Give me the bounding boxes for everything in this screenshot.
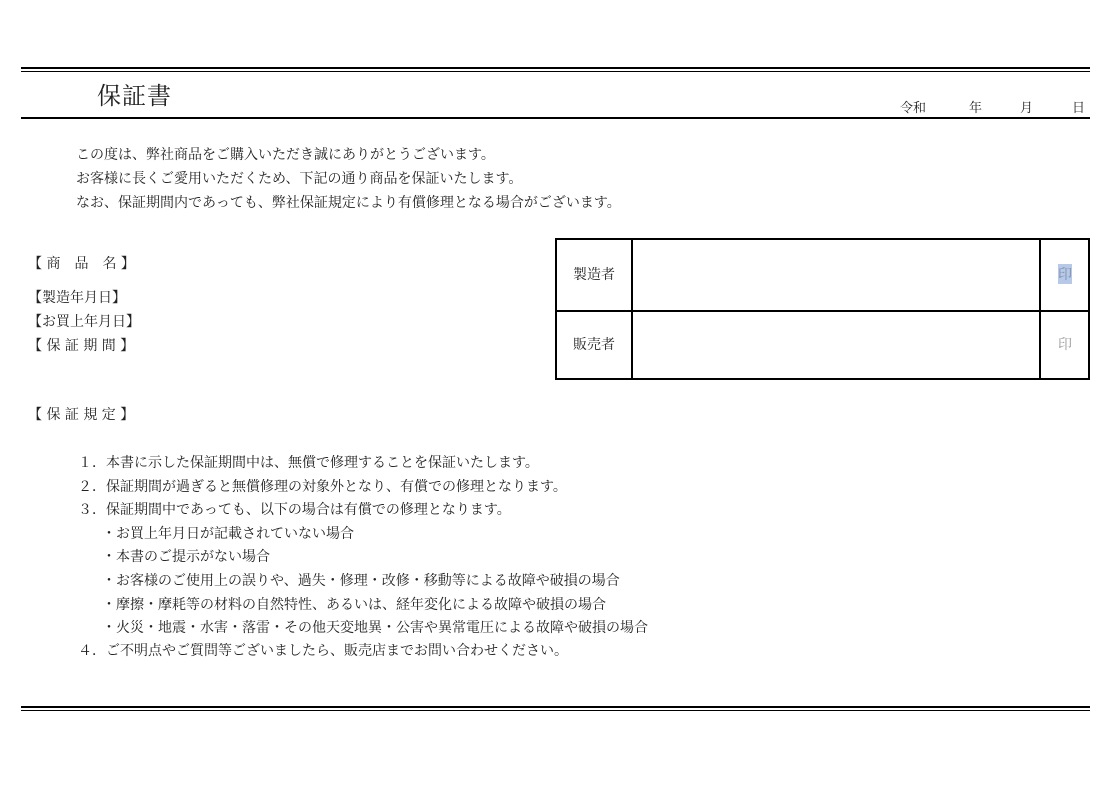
manufacturer-seal: 印 <box>1058 264 1072 284</box>
rule-subitem: ・お客様のご使用上の誤りや、過失・修理・改修・移動等による故障や破損の場合 <box>102 573 620 589</box>
rule-subitem: ・本書のご提示がない場合 <box>102 549 270 565</box>
rule-item: １．本書に示した保証期間中は、無償で修理することを保証いたします。 <box>78 455 539 471</box>
date-day: 日 <box>1072 101 1086 116</box>
date-era: 令和 <box>900 101 927 116</box>
seller-seal: 印 <box>1058 337 1072 353</box>
manufacturer-label: 製造者 <box>573 267 615 283</box>
intro-line: お客様に長くご愛用いただくため、下記の通り商品を保証いたします。 <box>76 171 523 187</box>
field-purchase-date: 【お買上年月日】 <box>28 314 140 330</box>
intro-line: なお、保証期間内であっても、弊社保証規定により有償修理となる場合がございます。 <box>76 195 621 211</box>
field-product-name: 【 商 品 名 】 <box>28 256 135 272</box>
field-manufacture-date: 【製造年月日】 <box>28 290 126 306</box>
rule-subitem: ・摩擦・摩耗等の材料の自然特性、あるいは、経年変化による故障や破損の場合 <box>102 597 606 613</box>
top-rule-thin <box>21 71 1090 72</box>
warranty-rules-heading: 【 保 証 規 定 】 <box>28 407 135 423</box>
rule-item: ４．ご不明点やご質問等ございましたら、販売店までお問い合わせください。 <box>78 643 568 659</box>
title-underline <box>21 117 1090 119</box>
rule-subitem: ・お買上年月日が記載されていない場合 <box>102 526 354 542</box>
stamp-table <box>555 238 1090 380</box>
seller-label: 販売者 <box>573 337 615 353</box>
intro-line: この度は、弊社商品をご購入いただき誠にありがとうございます。 <box>76 147 495 163</box>
field-warranty-period: 【 保 証 期 間 】 <box>28 338 135 354</box>
bottom-rule-thick <box>21 706 1090 708</box>
top-rule-thick <box>21 67 1090 69</box>
bottom-rule-thin <box>21 710 1090 711</box>
rule-item: ３．保証期間中であっても、以下の場合は有償での修理となります。 <box>78 502 511 518</box>
rule-item: ２．保証期間が過ぎると無償修理の対象外となり、有償での修理となります。 <box>78 479 567 495</box>
date-year: 年 <box>969 101 983 116</box>
date-month: 月 <box>1020 101 1034 116</box>
seller-row <box>557 310 1088 380</box>
document-title: 保証書 <box>97 82 172 110</box>
rule-subitem: ・火災・地震・水害・落雷・その他天変地異・公害や異常電圧による故障や破損の場合 <box>102 620 648 636</box>
manufacturer-row <box>557 240 1088 312</box>
